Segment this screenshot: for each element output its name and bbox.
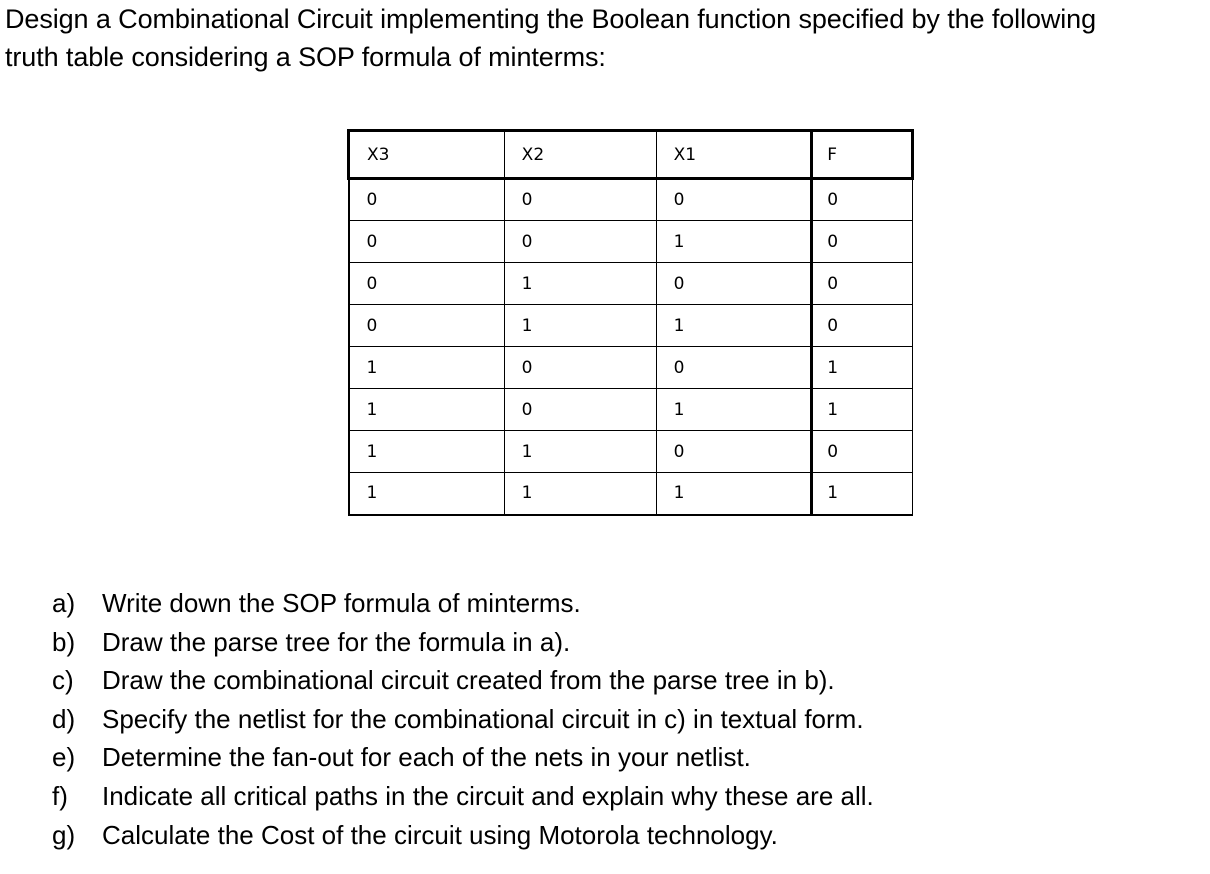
question-list bbox=[52, 584, 874, 854]
question-marker: b) bbox=[52, 626, 76, 657]
cell-x2: 1 bbox=[504, 473, 656, 515]
cell-x3: 0 bbox=[349, 305, 505, 347]
cell-x1: 1 bbox=[656, 389, 812, 431]
question-text: Calculate the Cost of the circuit using Motorola technology. bbox=[102, 819, 778, 850]
cell-x3: 1 bbox=[349, 389, 505, 431]
cell-x2: 1 bbox=[504, 305, 656, 347]
question-item bbox=[52, 700, 874, 739]
cell-x2: 1 bbox=[504, 431, 656, 473]
header-x2: X2 bbox=[504, 131, 656, 179]
truth-table bbox=[347, 129, 914, 516]
cell-x2: 0 bbox=[504, 389, 656, 431]
table-row bbox=[349, 389, 913, 431]
cell-x2: 0 bbox=[504, 179, 656, 221]
question-text: Draw the combinational circuit created from the parse tree in b). bbox=[102, 665, 835, 696]
question-marker: d) bbox=[52, 703, 76, 734]
question-marker: e) bbox=[52, 742, 76, 773]
question-text: Draw the parse tree for the formula in a). bbox=[102, 626, 571, 657]
header-f: F bbox=[812, 131, 913, 179]
question-marker: c) bbox=[52, 665, 74, 696]
header-x3: X3 bbox=[349, 131, 505, 179]
cell-f: 1 bbox=[812, 473, 913, 515]
cell-x1: 0 bbox=[656, 263, 812, 305]
cell-f: 1 bbox=[812, 389, 913, 431]
question-item bbox=[52, 584, 874, 623]
problem-statement-line-2: truth table considering a SOP formula of minterms: bbox=[5, 42, 606, 72]
table-row bbox=[349, 347, 913, 389]
cell-f: 0 bbox=[812, 221, 913, 263]
cell-x3: 0 bbox=[349, 263, 505, 305]
cell-x3: 0 bbox=[349, 179, 505, 221]
question-item bbox=[52, 623, 874, 662]
cell-x2: 0 bbox=[504, 221, 656, 263]
table-row bbox=[349, 305, 913, 347]
problem-statement bbox=[5, 0, 1205, 76]
question-marker: f) bbox=[52, 780, 68, 811]
table-row bbox=[349, 473, 913, 515]
cell-x3: 1 bbox=[349, 347, 505, 389]
table-row bbox=[349, 221, 913, 263]
question-item bbox=[52, 738, 874, 777]
cell-x3: 1 bbox=[349, 431, 505, 473]
question-marker: g) bbox=[52, 819, 76, 850]
question-text: Specify the netlist for the combinational circuit in c) in textual form. bbox=[102, 703, 864, 734]
cell-x1: 1 bbox=[656, 305, 812, 347]
problem-statement-line-1: Design a Combinational Circuit implementing the Boolean function specified by the following bbox=[5, 4, 1097, 34]
cell-x3: 0 bbox=[349, 221, 505, 263]
cell-f: 0 bbox=[812, 431, 913, 473]
cell-x1: 0 bbox=[656, 347, 812, 389]
cell-x3: 1 bbox=[349, 473, 505, 515]
question-text: Write down the SOP formula of minterms. bbox=[102, 588, 581, 618]
cell-f: 1 bbox=[812, 347, 913, 389]
header-x1: X1 bbox=[656, 131, 812, 179]
cell-x1: 0 bbox=[656, 431, 812, 473]
cell-f: 0 bbox=[812, 179, 913, 221]
cell-x1: 0 bbox=[656, 179, 812, 221]
cell-x1: 1 bbox=[656, 473, 812, 515]
question-text: Indicate all critical paths in the circuit and explain why these are all. bbox=[102, 780, 874, 811]
question-item bbox=[52, 777, 874, 816]
question-item bbox=[52, 816, 874, 855]
cell-f: 0 bbox=[812, 263, 913, 305]
question-item bbox=[52, 661, 874, 700]
question-marker: a) bbox=[52, 588, 76, 618]
question-text: Determine the fan-out for each of the nets in your netlist. bbox=[102, 742, 751, 773]
table-row bbox=[349, 263, 913, 305]
cell-x1: 1 bbox=[656, 221, 812, 263]
cell-f: 0 bbox=[812, 305, 913, 347]
cell-x2: 0 bbox=[504, 347, 656, 389]
cell-x2: 1 bbox=[504, 263, 656, 305]
table-row bbox=[349, 179, 913, 221]
table-row bbox=[349, 431, 913, 473]
truth-table-header-row bbox=[349, 131, 913, 179]
